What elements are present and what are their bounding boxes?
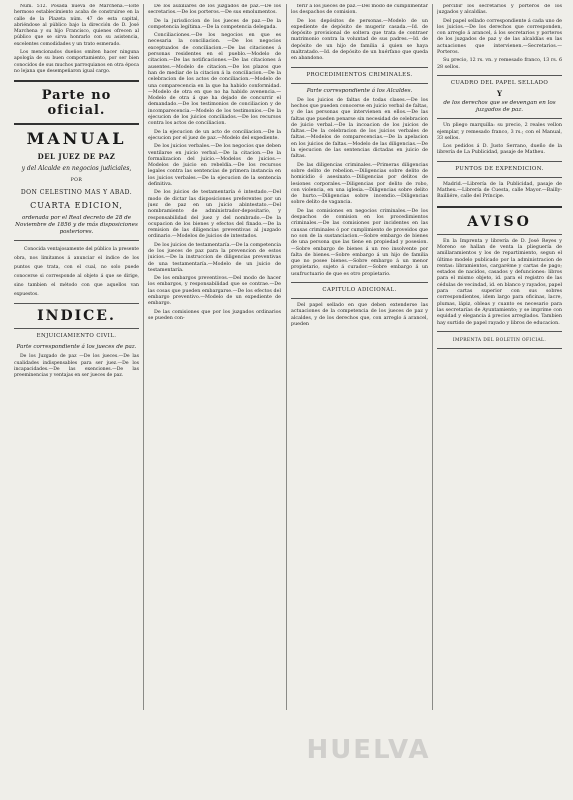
capitulo-heading: CAPITULO ADICIONAL. [322, 286, 397, 293]
criminal-subheading: Parte correspondiente á los Alcaldes. [306, 87, 413, 94]
cuadro-paragraph: Los pedidos á D. Justo Serrano, dueño de la librería de La Publicidad, pasaje de Matheu. [437, 144, 562, 156]
divider [291, 67, 428, 68]
author: DON CELESTINO MAS Y ABAD. [20, 189, 133, 197]
enjuiciamiento-heading: ENJUICIAMIENTO CIVIL. [36, 333, 117, 340]
criminal-heading: PROCEDIMIENTOS CRIMINALES. [306, 71, 413, 78]
index-paragraph: De las comisiones que por los juzgados ordinarios se pueden con- [148, 309, 281, 321]
printer-footer: IMPRENTA DEL BOLETIN OFICIAL. [452, 337, 547, 343]
index-paragraph: De los juicios de faltas de todas clases.—De los hechos que pueden conocerse en juicio verbal de faltas, y de las personas que intervienen en ellos.—De las faltas que pueden penarse sin necesidad de celebracion de juicio verbal.—De la incoacion de los juicios de faltas.—De la celebracion de los juicios verbales de faltas.—Modelos de comparecencias.—De la apelacion en los juicios de faltas.—Modelo de las diligencias.—De la ejecucion de las sentencias dictadas en juicio de faltas. [291, 97, 428, 160]
divider [437, 331, 562, 332]
index-paragraph: De los juicios verbales.—De los negocios que deben ventilarse en juicio verbal.—De la citacion.—De la formalizacion del juicio.—Modelos de juicios.—Modelos de juicio en rebeldía.—De los recursos legales contra las sentencias de primera instancia en los juicios verbales.—De la ejecucion de la sentencia definitiva. [148, 144, 281, 188]
index-paragraph: De las diligencias criminales.—Primeras diligencias sobre delito de rebelion.—Diligencias sobre delito de homicidio ó asesinato.—Diligencias por delitos de lesiones corporales.—Diligencias por delito de robo, con violencia, en una iglesia.—Diligencias sobre delito de hurto.—Diligencias sobre incendio.—Diligencias sobre delito de vagancia. [291, 162, 428, 206]
indice-title: INDICE. [37, 308, 116, 325]
column-4 [437, 4, 562, 760]
body-paragraph: De los Juzgado de paz —De los jueces.—De las cualidades indispensables para ser juez.—De los incapacidades.—De las exenciones.—De las preeminencias y ventajas en ser jueces de paz. [14, 354, 139, 379]
column-1 [14, 4, 139, 760]
cuadro-heading: CUADRO DEL PAPEL SELLADO [450, 79, 549, 86]
divider [14, 123, 139, 125]
puntos-paragraph: Madrid.—Librería de la Publicidad, pasaje de Matheu.—Librería de Cuesta, calle Mayor.—Bailly-Bailliére, calle del Príncipe. [437, 181, 562, 200]
aviso-title: AVISO [467, 213, 532, 230]
puntos-heading: PUNTOS DE EXPENDICION. [455, 165, 544, 172]
index-paragraph: percibir los secretarios y porteros de los juzgados y alcaldías. [437, 4, 562, 16]
divider [14, 328, 139, 329]
index-paragraph: Del papel sellado en que deben extenderse las actuaciones de la competencia de los jueces de paz y alcaldes, y de los derechos que, con arreglo á arancel, pueden [291, 302, 428, 327]
watermark-stamp: HUELVA [306, 735, 431, 765]
cuadro-subheading: de los derechos que se devengan en los juzgados de paz. [443, 100, 556, 114]
notice-paragraph: Núm. 512. Posada nueva de Marchena.—Este hermoso establecimiento acaba de construirse en la calle de la Plazeta núm. 47 de esta capital, abriéndose al público bajo la dirección de D. José Marchena y su hijo Francisco, quienes ofrecen al público que se sirva honrarlo con su asistencia, excelentes comodidades y un trato esmerado. [14, 4, 139, 47]
book-subtitle-2: y del Alcalde en negocios judiciales, [21, 165, 132, 173]
divider [14, 303, 139, 304]
column-divider [432, 4, 433, 710]
divider [437, 234, 562, 235]
edition-note: ordenada por el Real decreto de 28 de Noviembre de 1856 y de más disposiciones posteriores. [15, 215, 138, 236]
divider [437, 206, 562, 208]
index-paragraph: De la ejecucion de un acto de conciliacion.—De la ejecucion por el juez de paz.—Modelo del expediente. [148, 129, 281, 141]
lead-paragraph: Conocida ventajosamente del público la presente obra, nos limitamos á anunciar el índice de los puntos que trata, con el cual, no solo puede conocerse si corresponde al objeto á que se dirige, sino tambien el método con que aquellos van expuestos. [14, 247, 139, 298]
author-prefix: POR [70, 178, 83, 184]
divider [437, 75, 562, 76]
index-paragraph: De los depósitos de personas.—Modelo de un expediente de depósito de mugerir casada.—Id. de depósito provisional de soltera que trata de contraer matrimonio contra la voluntad de sus padres.—Id. de depósito de un hijo de familia á quien se haya maltratado.—Id. de depósito de un huérfano que queda en abandono. [291, 18, 428, 62]
cuadro-y: Y [497, 88, 502, 98]
price-paragraph: Su precio, 12 rs. vn. y remesado franco, 13 rs. 6 28 sellos. [437, 58, 562, 70]
divider [437, 161, 562, 162]
index-paragraph: Del papel sellado correspondiente á cada uno de los juicios.—De los derechos que corresponden, con arreglo á arancel, á los secretarios y porteros de los juzgados de paz y de las alcaldías en las actuaciones que intervienen.—Secretarios.—Porteros. [437, 18, 562, 56]
index-paragraph: De la jurisdiccion de los jueces de paz.—De la competencia legítima.—De la competencia delegada. [148, 18, 281, 30]
divider [437, 348, 562, 349]
index-paragraph: Conciliaciones.—De los negocios en que es necesaria la conciliacion. —De los negocios exceptuados de conciliacion.—De las citaciones á personas residentes en el pueblo.—Modelo de citacion.—De las notificaciones.—De las citaciones á ausentes.—Modelo de citacion.—De los plazos que han de mediar de la citacion á la conciliacion.—De la celebracion de los actos de conciliacion.—Modelo de una comparecencia en la que ha habido conformidad.—Modelo de otra en que no ha habido avenencia.—Modelo de otra á que ha dejado de concurrir el demandado.—De los testimonios de conciliacion y de incomparecencia.—Modelo de los testimonios.—De la ejecucion de los juicios conciliados.—De los recursos contra los actos de conciliacion. [148, 33, 281, 127]
divider [437, 118, 562, 119]
index-paragraph: ferir á los jueces de paz.—Del modo de cumplimentar los despachos de comision. [291, 4, 428, 16]
index-paragraph: De los juicios de testamentaría é intestado.—Del modo de dictar las disposiciones preferentes por un juez de paz en un juicio abintestato.—Del nombramiento de administrador-depositario, y responsabilidad del juez y del nombrado.—De la ocupacion de los bienes y efectos del finado.—De la remision de las diligencias preventivas al juzgado ordinario.—Modelos de juicios de intestados. [148, 190, 281, 240]
column-3 [291, 4, 428, 760]
cuadro-paragraph: Un pliego marquilla: su precio, 2 reales vellon ejemplar, y remesado franco, 3 rs.; con el Manual, 33 sellos. [437, 123, 562, 141]
divider [291, 298, 428, 299]
column-2 [148, 4, 281, 760]
index-paragraph: De las comisiones en negocios criminales.—De los despachos de comision en los procedimientos criminales.—De las comisiones por incidentes en las causas criminales ó por cumplimiento de proveidos que no son de la sustanciacion.—Sobre embargo de bienes de una persona que las tiene en propiedad y posesion.—Sobre embargo de bienes á un reo insolvente por falta de bienes.—Sobre embargo á un hijo de familia que no posee bienes.—Sobre embargo á un menor propietario, sujeto á curador.—Sobre embargo á un usufructuario de que es otro propietario. [291, 208, 428, 277]
edition: CUARTA EDICION, [30, 201, 123, 211]
aviso-paragraph: En la Imprenta y librería de D. José Reyes y Moreno se hallan de venta la plieguería de amillaramientos y los de repartimiento, segun el último modelo publicado por la administracion de rentas: libramientos, cargaréme y cartas de pago; estados de nacidos, casados y defunciones: libros para el mismo objeto, id. para el registro de las cédulas de vecindad, id. en blanco y rayados, papel para cartas superior con sus sobres correspondientes, idem largo para oficinas, lacre, plumas, lápiz, obleas y cuanto es necesario para las secretarías de Ayuntamiento; y se imprime con equidad y elegancia á precios arreglados. Tambien hay surtido de papel rayado y libros de educacion. [437, 238, 562, 326]
parte-heading: Parte correspondiente á los jueces de paz. [16, 344, 137, 351]
divider [291, 83, 428, 84]
book-subtitle: DEL JUEZ DE PAZ [37, 152, 116, 162]
column-divider [286, 4, 287, 710]
divider [437, 177, 562, 178]
book-title: MANUAL [26, 129, 127, 149]
divider [14, 80, 139, 82]
section-title: Parte no oficial. [41, 88, 112, 119]
index-paragraph: De los auxiliares de los juzgados de paz.—De los secretarios.—De los porteros.—De sus emolumentos. [148, 4, 281, 16]
divider [14, 240, 139, 241]
divider [291, 282, 428, 283]
index-paragraph: De los juicios de testamentaría.—De la competencia de los jueces de paz para la prevencion de estos juicios.—De la instruccion de diligencias preventivas de una testamentaría.—Modelo de un juicio de testamentaría. [148, 242, 281, 273]
column-divider [143, 4, 144, 710]
index-paragraph: De los embargos preventivos.—Del modo de hacer los embargos, y responsabilidad que se contrae.—De las cosas que pueden embargarse.—De los efectos del embargo preventivo.—Modelo de un expediente de embargo. [148, 276, 281, 307]
notice-paragraph: Los mencionados dueños omiten hacer ninguna apología de su buen comportamiento, por ser bien conocidos de sus muchos parroquianos en otra época no lejana que desempeñaron igual cargo. [14, 50, 139, 74]
